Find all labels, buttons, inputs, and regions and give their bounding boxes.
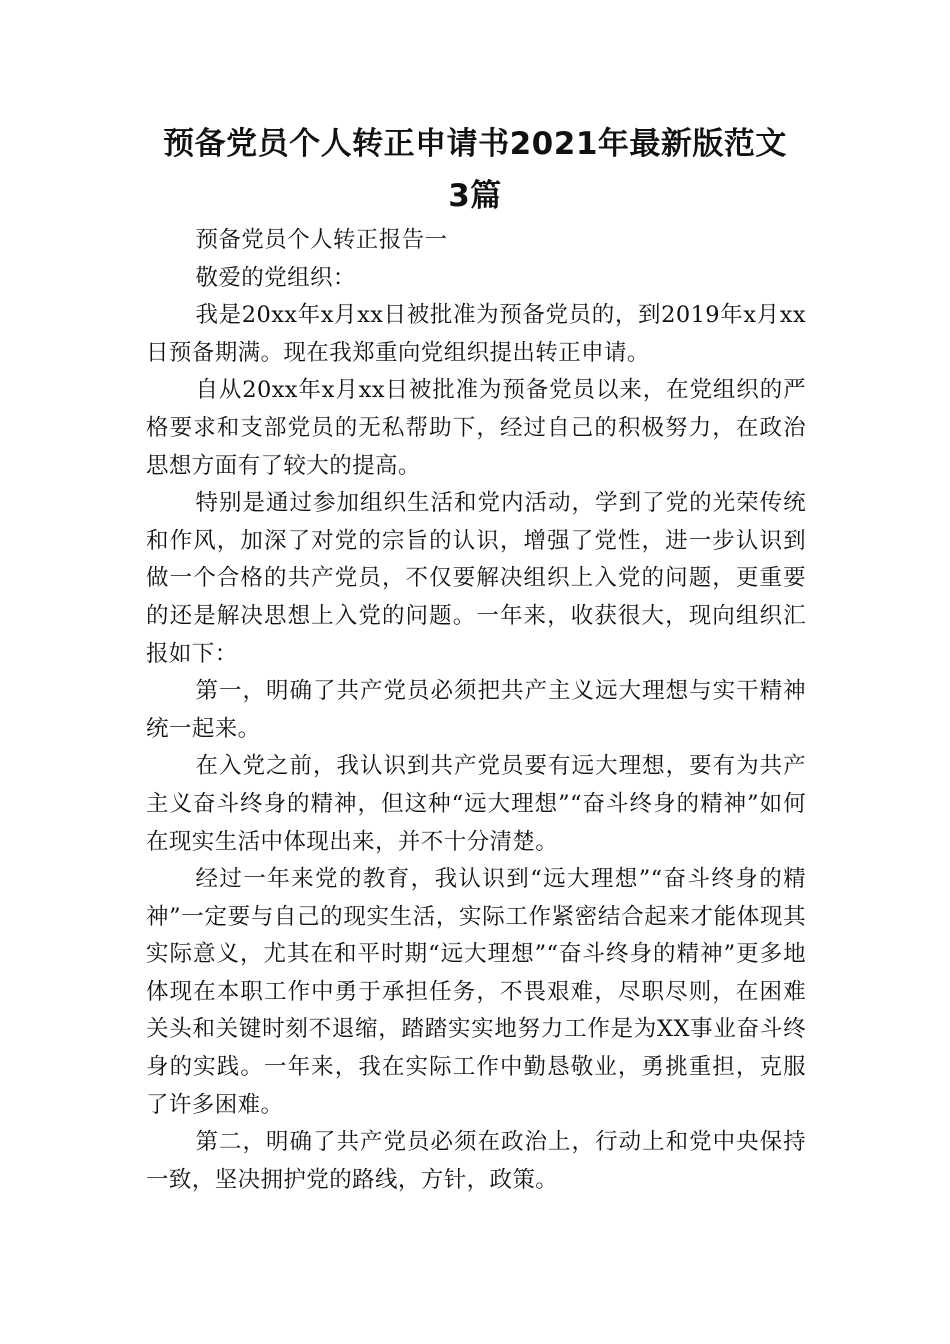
body-paragraph: 第一，明确了共产党员必须把共产主义远大理想与实干精神统一起来。 <box>146 678 806 742</box>
document-body <box>146 222 806 1199</box>
body-paragraph: 自从20xx年x月xx日被批准为预备党员以来，在党组织的严格要求和支部党员的无私帮助下，经过自己的积极努力，在政治思想方面有了较大的提高。 <box>146 377 806 479</box>
title-line-1: 预备党员个人转正申请书2021年最新版范文 <box>163 126 787 162</box>
salutation: 敬爱的党组织： <box>195 264 356 291</box>
body-paragraph: 在入党之前，我认识到共产党员要有远大理想，要有为共产主义奋斗终身的精神，但这种“远大理想”“奋斗终身的精神”如何在现实生活中体现出来，并不十分清楚。 <box>146 753 806 855</box>
body-paragraph: 第二，明确了共产党员必须在政治上，行动上和党中央保持一致，坚决拥护党的路线，方针，政策。 <box>146 1129 806 1193</box>
title-line-2: 3篇 <box>448 178 502 214</box>
report-heading: 预备党员个人转正报告一 <box>195 227 448 253</box>
document-title <box>130 118 820 222</box>
body-paragraph: 我是20xx年x月xx日被批准为预备党员的，到2019年x月xx日预备期满。现在我郑重向党组织提出转正申请。 <box>146 302 806 366</box>
body-paragraph: 特别是通过参加组织生活和党内活动，学到了党的光荣传统和作风，加深了对党的宗旨的认识，增强了党性，进一步认识到做一个合格的共产党员，不仅要解决组织上入党的问题，更重要的还是解决思想上入党的问题。一年来，收获很大，现向组织汇报如下： <box>146 490 806 667</box>
body-paragraph: 经过一年来党的教育，我认识到“远大理想”“奋斗终身的精神”一定要与自己的现实生活，实际工作紧密结合起来才能体现其实际意义，尤其在和平时期“远大理想”“奋斗终身的精神”更多地体现在本职工作中勇于承担任务，不畏艰难，尽职尽则，在困难关头和关键时刻不退缩，踏踏实实地努力工作是为XX事业奋斗终身的实践。一年来，我在实际工作中勤恳敬业，勇挑重担，克服了许多困难。 <box>146 866 806 1118</box>
